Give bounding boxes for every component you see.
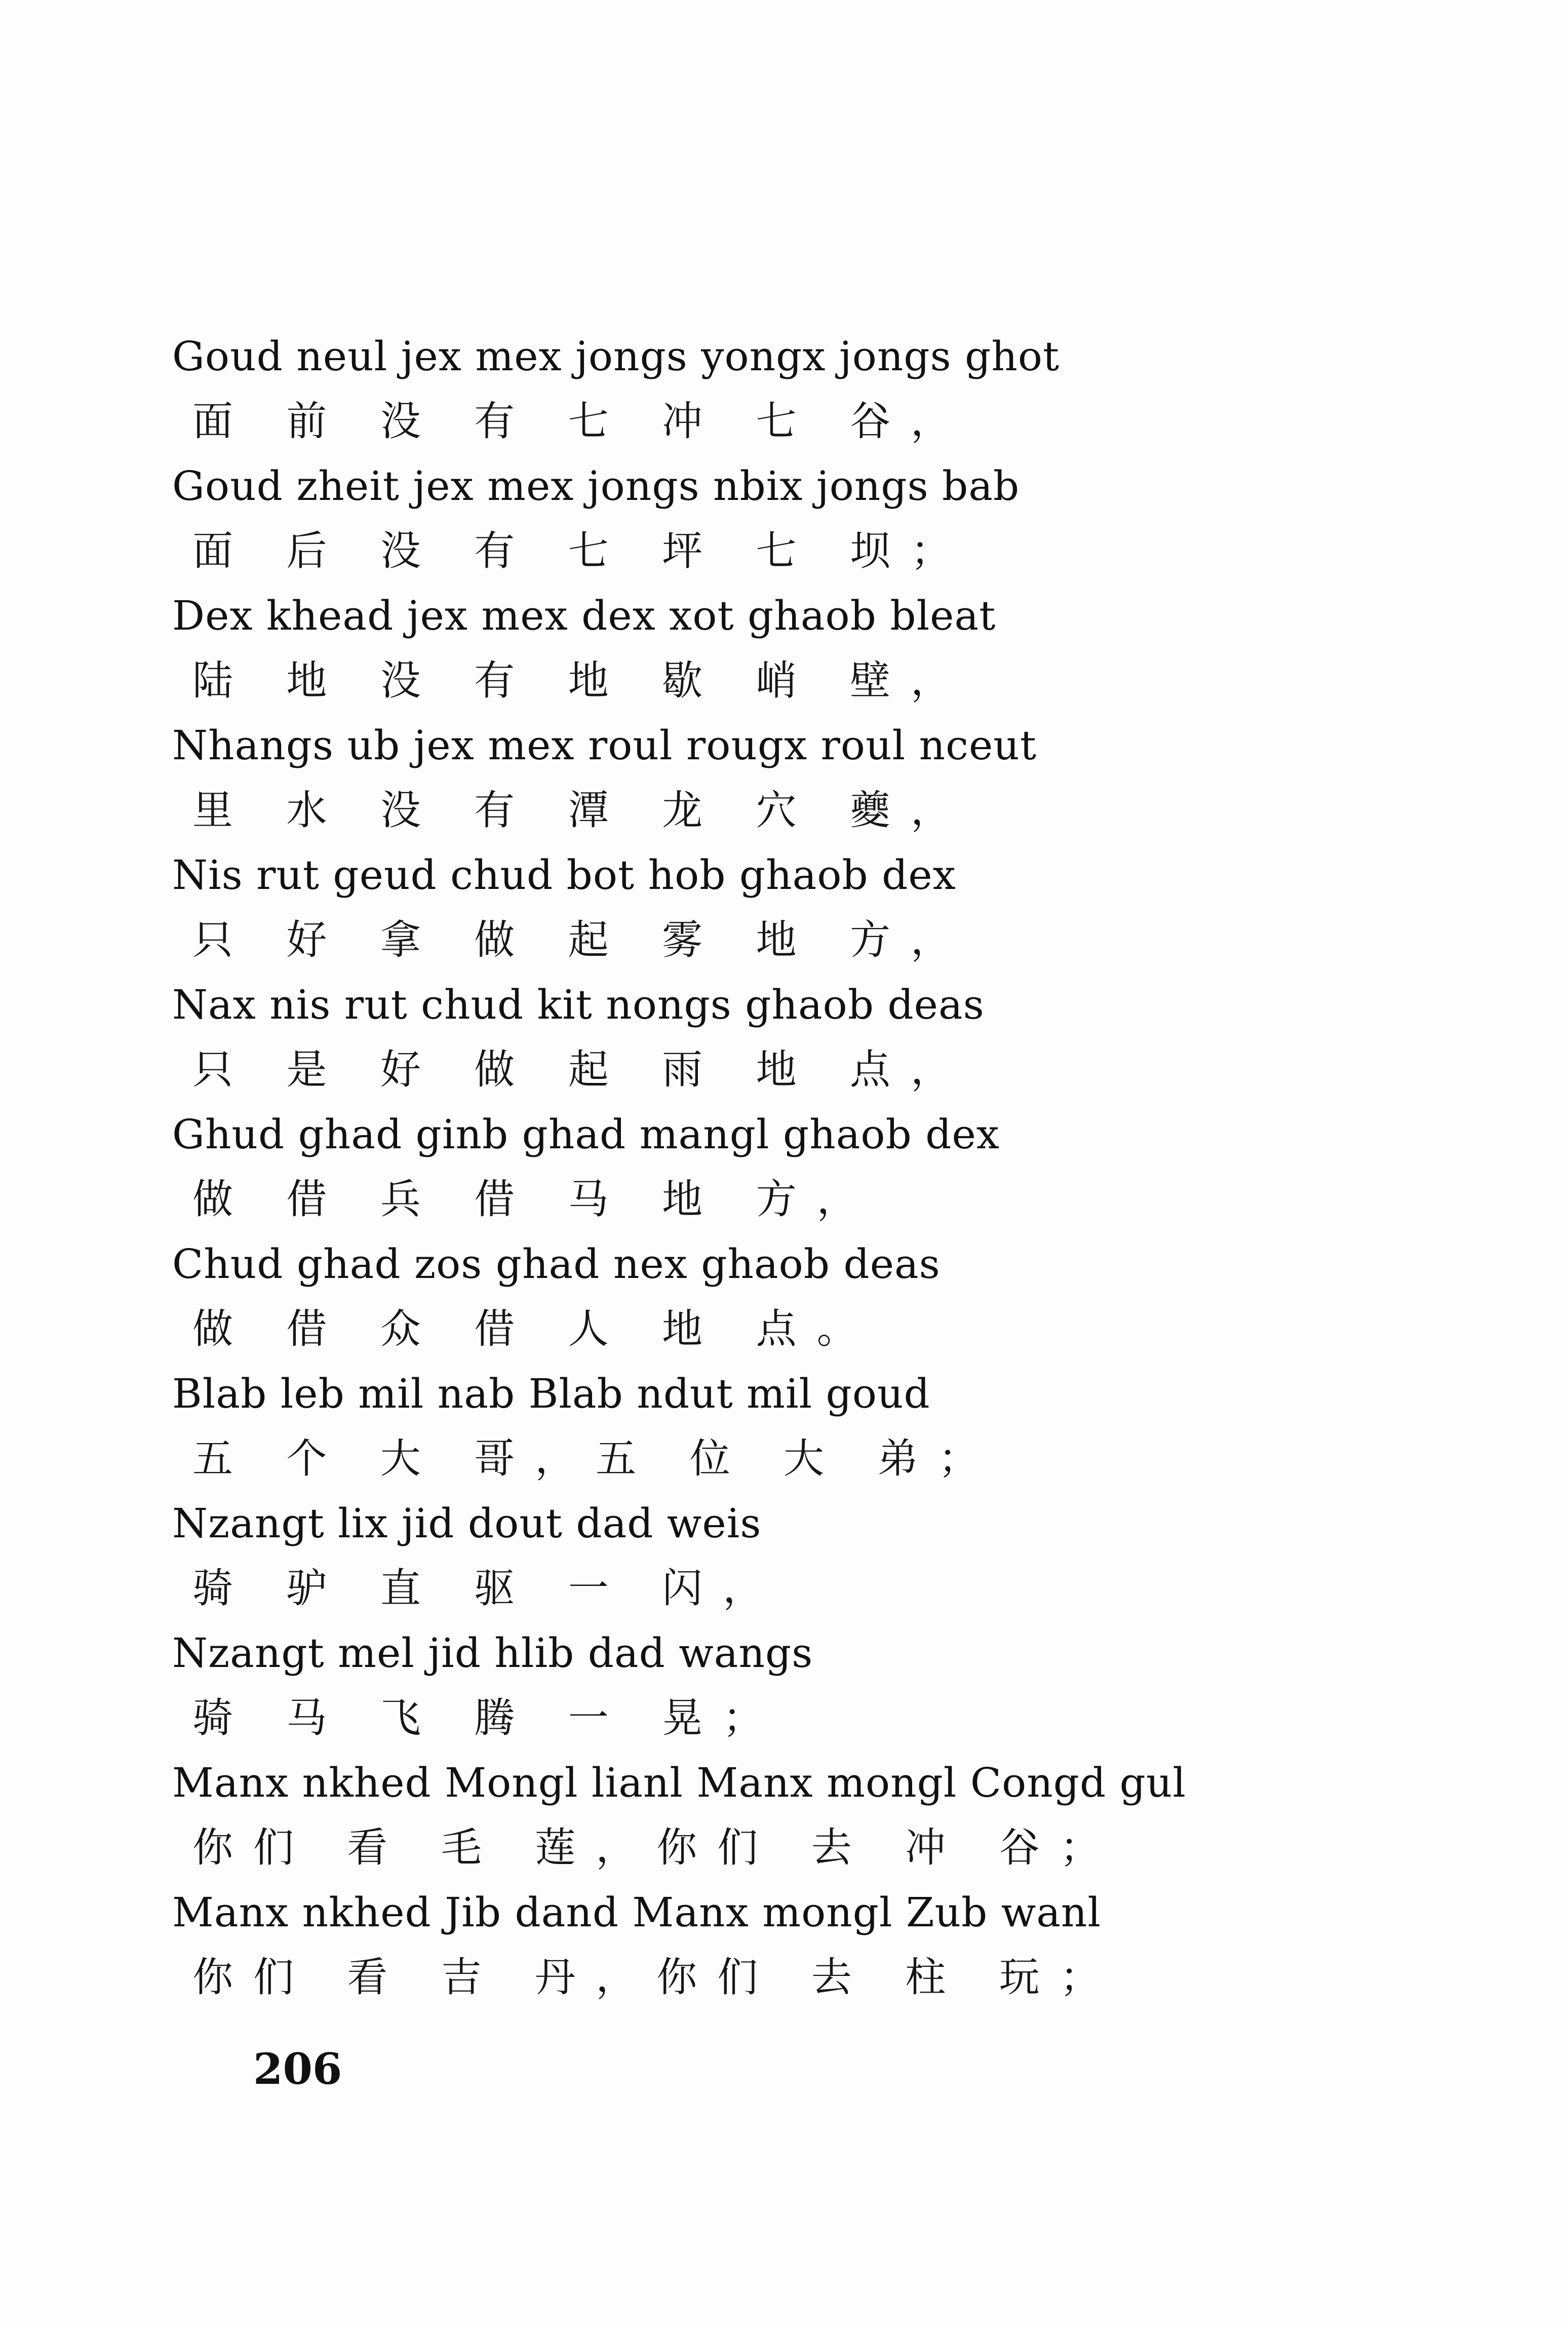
chinese-gloss: 陆 地 没 有 地 歇 峭 壁， [192,657,972,704]
verse-line [172,1751,1388,1880]
verse-line [172,454,1388,584]
verse-line [172,1232,1388,1362]
romanized-line: Nis rut geud chud bot hob ghaob dex [172,851,956,899]
romanized-line: Manx nkhed Mongl lianl Manx mongl Congd gul [172,1759,1186,1806]
chinese-gloss: 你们 看 毛 莲，你们 去 冲 谷； [192,1824,1121,1871]
chinese-gloss: 你们 看 吉 丹，你们 去 柱 玩； [192,1954,1121,2001]
romanized-line: Manx nkhed Jib dand Manx mongl Zub wanl [172,1889,1102,1936]
chinese-gloss: 骑 驴 直 驱 一 闪， [192,1565,784,1612]
romanized-line: Blab leb mil nab Blab ndut mil goud [172,1370,930,1417]
verse-line [172,1102,1388,1232]
page-number: 206 [253,2044,342,2094]
chinese-gloss: 只 是 好 做 起 雨 地 点， [192,1046,972,1093]
verse-line [172,1880,1388,2010]
romanized-line: Chud ghad zos ghad nex ghaob deas [172,1240,940,1288]
verse-line [172,1362,1388,1491]
chinese-gloss: 骑 马 飞 腾 一 晃； [192,1694,784,1741]
verse-line [172,713,1388,843]
romanized-line: Nzangt lix jid dout dad weis [172,1500,762,1547]
romanized-line: Goud zheit jex mex jongs nbix jongs bab [172,462,1020,510]
romanized-line: Nax nis rut chud kit nongs ghaob deas [172,981,985,1028]
chinese-gloss: 做 借 众 借 人 地 点。 [192,1305,878,1352]
chinese-gloss: 只 好 拿 做 起 雾 地 方， [192,916,972,963]
romanized-line: Nhangs ub jex mex roul rougx roul nceut [172,722,1037,769]
chinese-gloss: 面 后 没 有 七 坪 七 坝； [192,527,972,574]
verse-line [172,973,1388,1102]
chinese-gloss: 里 水 没 有 潭 龙 穴 夔， [192,787,972,834]
verse-line [172,1491,1388,1621]
chinese-gloss: 面 前 没 有 七 冲 七 谷， [192,398,972,445]
romanized-line: Ghud ghad ginb ghad mangl ghaob dex [172,1111,1000,1158]
verse-line [172,1621,1388,1751]
chinese-gloss: 五 个 大 哥，五 位 大 弟； [192,1435,999,1482]
text-block [172,324,1388,2010]
romanized-line: Nzangt mel jid hlib dad wangs [172,1629,813,1677]
verse-line [172,584,1388,713]
romanized-line: Goud neul jex mex jongs yongx jongs ghot [172,333,1060,380]
verse-line [172,324,1388,454]
chinese-gloss: 做 借 兵 借 马 地 方， [192,1176,878,1223]
verse-line [172,843,1388,973]
romanized-line: Dex khead jex mex dex xot ghaob bleat [172,592,996,639]
